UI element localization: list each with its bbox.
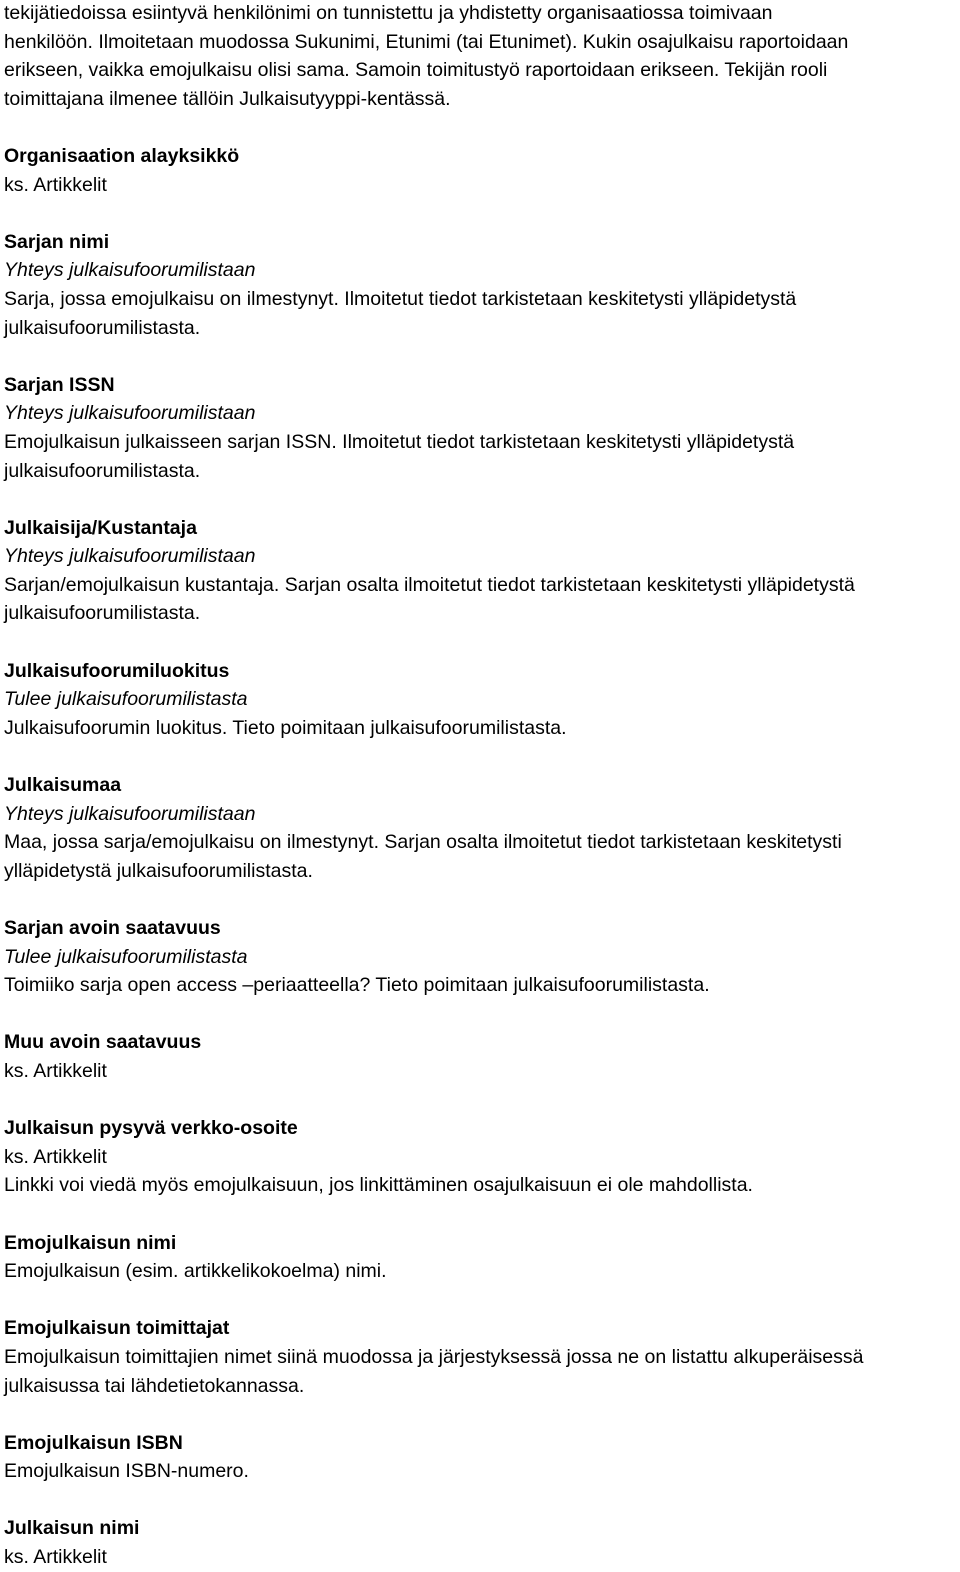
- description-line: Sarja, jossa emojulkaisu on ilmestynyt. Ilmoitetut tiedot tarkistetaan keskitetysti ylläpidetystä: [4, 287, 797, 310]
- intro-line: tekijätiedoissa esiintyvä henkilönimi on tunnistettu ja yhdistetty organisaatiossa toimivaan: [4, 2, 773, 24]
- intro-line: erikseen, vaikka emojulkaisu olisi sama. Samoin toimitustyö raportoidaan erikseen. Tekijän rooli: [4, 59, 828, 82]
- description-line: Linkki voi viedä myös emojulkaisuun, jos linkittäminen osajulkaisuun ei ole mahdollista.: [4, 1174, 753, 1197]
- section-heading: Muu avoin saatavuus: [4, 1031, 202, 1054]
- description-line: Emojulkaisun (esim. artikkelikokoelma) nimi.: [4, 1260, 387, 1283]
- section-heading: Organisaation alayksikkö: [4, 144, 240, 167]
- description-line: julkaisufoorumilistasta.: [4, 459, 201, 482]
- reference-text: ks. Artikkelit: [4, 173, 107, 196]
- description-line: julkaisussa tai lähdetietokannassa.: [4, 1374, 305, 1397]
- section-heading: Julkaisumaa: [4, 774, 122, 797]
- source-note: Tulee julkaisufoorumilistasta: [4, 688, 248, 711]
- section-heading: Sarjan nimi: [4, 230, 110, 253]
- description-line: Emojulkaisun toimittajien nimet siinä muodossa ja järjestyksessä jossa ne on listattu alkuperäisessä: [4, 1345, 864, 1368]
- section-heading: Emojulkaisun toimittajat: [4, 1317, 230, 1340]
- description-line: Toimiiko sarja open access –periaatteella? Tieto poimitaan julkaisufoorumilistasta.: [4, 974, 710, 997]
- description-line: Sarjan/emojulkaisun kustantaja. Sarjan osalta ilmoitetut tiedot tarkistetaan keskitetysti ylläpidetystä: [4, 573, 855, 596]
- section-sarjan-avoin-saatavuus: [4, 914, 956, 1000]
- section-heading: Emojulkaisun ISBN: [4, 1431, 183, 1454]
- document-page: [4, 0, 956, 1572]
- section-heading: Julkaisufoorumiluokitus: [4, 659, 230, 682]
- source-note: Yhteys julkaisufoorumilistaan: [4, 545, 256, 568]
- intro-line: henkilöön. Ilmoitetaan muodossa Sukunimi, Etunimi (tai Etunimet). Kukin osajulkaisu raportoidaan: [4, 30, 849, 53]
- section-heading: Julkaisun nimi: [4, 1517, 140, 1540]
- reference-text: ks. Artikkelit: [4, 1546, 107, 1569]
- source-note: Yhteys julkaisufoorumilistaan: [4, 402, 256, 425]
- section-julkaisun-nimi: [4, 1514, 956, 1571]
- section-julkaisumaa: [4, 771, 956, 885]
- section-emojulkaisun-isbn: [4, 1429, 956, 1486]
- section-muu-avoin-saatavuus: [4, 1028, 956, 1085]
- description-line: Emojulkaisun julkaisseen sarjan ISSN. Ilmoitetut tiedot tarkistetaan keskitetysti ylläpidetystä: [4, 430, 795, 453]
- description-line: Julkaisufoorumin luokitus. Tieto poimitaan julkaisufoorumilistasta.: [4, 716, 567, 739]
- description-line: julkaisufoorumilistasta.: [4, 316, 201, 339]
- description-line: Maa, jossa sarja/emojulkaisu on ilmestynyt. Sarjan osalta ilmoitetut tiedot tarkistetaan keskitetysti: [4, 831, 842, 854]
- description-line: julkaisufoorumilistasta.: [4, 602, 201, 625]
- source-note: Yhteys julkaisufoorumilistaan: [4, 802, 256, 825]
- section-heading: Emojulkaisun nimi: [4, 1231, 177, 1254]
- section-organisaation-alayksikko: [4, 142, 956, 199]
- section-heading: Sarjan avoin saatavuus: [4, 917, 221, 939]
- source-note: Tulee julkaisufoorumilistasta: [4, 945, 248, 968]
- section-julkaisun-pysyva-verkko-osoite: [4, 1114, 956, 1200]
- section-emojulkaisun-toimittajat: [4, 1314, 956, 1400]
- section-sarjan-issn: [4, 371, 956, 485]
- section-heading: Julkaisun pysyvä verkko-osoite: [4, 1117, 298, 1140]
- source-note: Yhteys julkaisufoorumilistaan: [4, 259, 256, 282]
- section-julkaisufoorumiluokitus: [4, 657, 956, 743]
- section-heading: Sarjan ISSN: [4, 373, 115, 396]
- section-heading: Julkaisija/Kustantaja: [4, 516, 197, 539]
- description-line: ylläpidetystä julkaisufoorumilistasta.: [4, 859, 313, 882]
- description-line: Emojulkaisun ISBN-numero.: [4, 1460, 249, 1483]
- section-emojulkaisun-nimi: [4, 1229, 956, 1286]
- intro-line: toimittajana ilmenee tällöin Julkaisutyyppi-kentässä.: [4, 87, 451, 110]
- section-julkaisija-kustantaja: [4, 514, 956, 628]
- section-sarjan-nimi: [4, 228, 956, 342]
- reference-text: ks. Artikkelit: [4, 1145, 107, 1168]
- intro-paragraph: [4, 0, 956, 113]
- reference-text: ks. Artikkelit: [4, 1059, 107, 1082]
